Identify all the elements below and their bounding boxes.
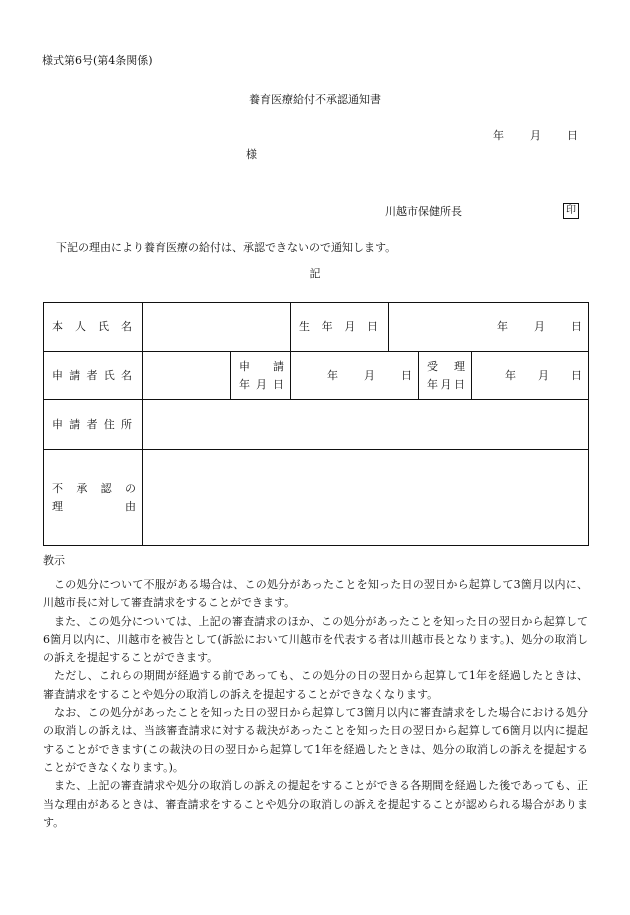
instruction-paragraph: なお、この処分があったことを知った日の翌日から起算して3箇月以内に審査請求をした場合における処分の取消しの訴えは、当該審査請求に対する裁決があったことを知った日の翌日から起算して6箇月以内に提起することができます(この裁決の日の翌日から起算して1年を経過したときは、処分の取消しの訴えを提起することができなくなります。)。 [43, 706, 588, 774]
table-row [44, 303, 589, 352]
birth-label: 生年月日 [291, 303, 389, 352]
date-year: 年 [493, 129, 504, 142]
instruction-paragraph: ただし、これらの期間が経過する前であっても、この処分の日の翌日から起算して1年を経過したときは、審査請求をすることや処分の取消しの訴えを提起することができなくなります。 [43, 669, 588, 701]
instruction-heading: 教示 [43, 554, 65, 567]
instruction-paragraph: この処分について不服がある場合は、この処分があったことを知った日の翌日から起算して3箇月以内に、川越市長に対して審査請求をすることができます。 [43, 578, 588, 610]
application-table [43, 302, 589, 546]
document-title: 養育医療給付不承認通知書 [249, 93, 381, 106]
issue-date [493, 130, 578, 141]
instruction-paragraph: また、上記の審査請求や処分の取消しの訴えの提起をすることができる各期間を経過した後であっても、正当な理由があるときは、審査請求をすることや処分の取消しの訴えを提起することが認められる場合があります。 [43, 779, 588, 829]
table-row [44, 352, 589, 400]
form-number: 様式第6号(第4条関係) [42, 54, 153, 67]
address-label: 申請者住所 [44, 400, 143, 450]
apply-date-label: 申請 年月日 [231, 352, 291, 400]
receipt-date-label: 受理 年月日 [419, 352, 472, 400]
address-value [143, 400, 589, 450]
instructions [43, 576, 588, 832]
applicant-value [143, 352, 231, 400]
instruction-paragraph: また、この処分については、上記の審査請求のほか、この処分があったことを知った日の翌日から起算して6箇月以内に、川越市を被告として(訴訟において川越市を代表する者は川越市長となります。)、処分の取消しの訴えを提起することができます。 [43, 614, 588, 665]
addressee-suffix: 様 [246, 148, 257, 161]
reason-label: 不承認の 理 由 [44, 450, 143, 546]
date-month: 月 [530, 129, 541, 142]
table-row [44, 400, 589, 450]
apply-date: 年 月 日 [291, 352, 419, 400]
date-day: 日 [567, 129, 578, 142]
table-row [44, 450, 589, 546]
ki-heading: 記 [309, 267, 321, 280]
applicant-label: 申請者氏名 [44, 352, 143, 400]
birth-date: 年 月 日 [389, 303, 589, 352]
seal-mark: 印 [563, 203, 579, 219]
reason-value [143, 450, 589, 546]
receipt-date: 年 月 日 [472, 352, 589, 400]
name-label: 本人氏名 [44, 303, 143, 352]
notice-text: 下記の理由により養育医療の給付は、承認できないので通知します。 [56, 241, 397, 254]
name-value [143, 303, 291, 352]
issuer-title: 川越市保健所長 [385, 205, 462, 218]
